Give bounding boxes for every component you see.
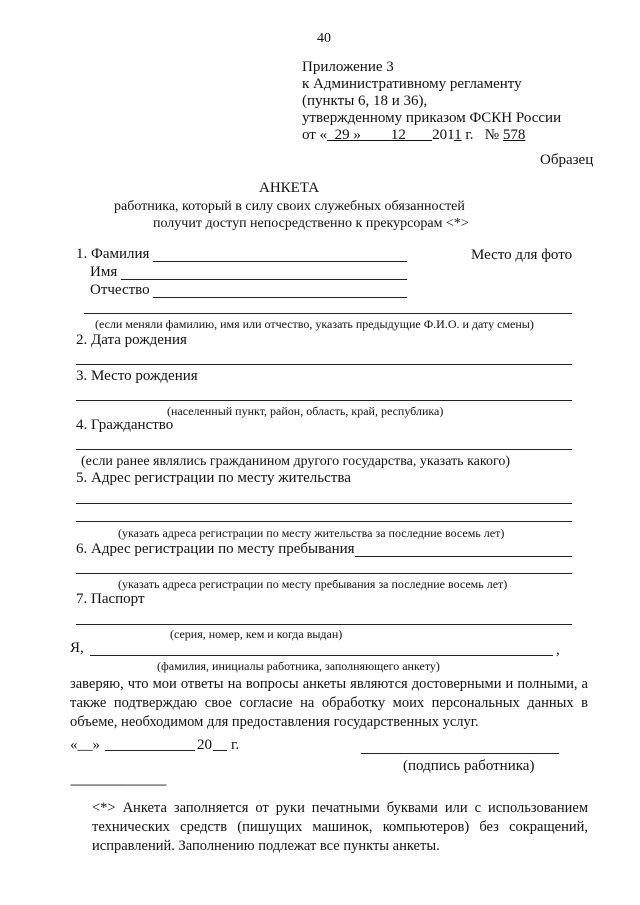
appendix-line-3: (пункты 6, 18 и 36), <box>302 93 428 109</box>
date-close-quote: » <box>92 737 100 753</box>
residence-hint: (указать адреса регистрации по месту жительства за последние восемь лет) <box>118 526 505 540</box>
form-subtitle-2: получит доступ непосредственно к прекурсорам <*> <box>153 216 469 231</box>
passport-line[interactable] <box>76 624 572 625</box>
page-number: 40 <box>317 31 331 46</box>
residence-line-2[interactable] <box>76 521 572 522</box>
patronymic-line[interactable] <box>153 297 407 298</box>
date-year-blank[interactable] <box>213 750 227 751</box>
surname-line[interactable] <box>153 261 407 262</box>
form-title: АНКЕТА <box>259 180 320 196</box>
birth-date-label: 2. Дата рождения <box>76 332 187 348</box>
sample-label: Образец <box>540 152 594 168</box>
footnote-rule: -------------------------------- <box>70 777 166 791</box>
passport-hint: (серия, номер, кем и когда выдан) <box>170 627 343 641</box>
photo-placeholder: Место для фото <box>471 247 573 263</box>
birth-date-line[interactable] <box>76 364 572 365</box>
birth-place-hint: (населенный пункт, район, область, край, республика) <box>167 404 444 418</box>
date-day: 29 <box>334 127 350 143</box>
date-month-line[interactable] <box>105 750 195 751</box>
patronymic-label: Отчество <box>90 282 150 298</box>
appendix-line-1: Приложение 3 <box>302 59 394 75</box>
order-number: 578 <box>502 127 526 143</box>
citizenship-label: 4. Гражданство <box>76 417 174 433</box>
date-quote-close: » <box>353 127 361 143</box>
form-subtitle-1: работника, который в силу своих служебных обязанностей <box>114 199 465 214</box>
declarant-name-line[interactable] <box>90 655 553 656</box>
stay-label: 6. Адрес регистрации по месту пребывания <box>76 541 355 557</box>
appendix-line-4: утвержденному приказом ФСКН России <box>302 110 562 126</box>
footnote-text: <*> Анкета заполняется от руки печатными буквами или с использованием технических средств (пишущих машинок, компьютеров) без сокращений, исправлений. Заполнению подлежат все пункты анкеты. <box>92 800 588 854</box>
date-fill-line <box>70 738 100 753</box>
declaration-text: заверяю, что мои ответы на вопросы анкеты являются достоверными и полными, а также подтверждаю свое согласие на обработку моих персональных данных в объеме, необходимом для предоставления государственных услуг. <box>70 676 588 730</box>
citizenship-hint: (если ранее являлись гражданином другого государства, указать какого) <box>81 454 511 469</box>
stay-hint: (указать адреса регистрации по месту пребывания за последние восемь лет) <box>118 577 508 591</box>
date-year-suffix: г. <box>461 127 474 143</box>
stay-line[interactable] <box>76 573 572 574</box>
declaration-comma: , <box>556 642 560 658</box>
number-label: № <box>484 127 500 143</box>
date-year-prefix-2: 20 <box>197 737 212 753</box>
declarant-name-hint: (фамилия, инициалы работника, заполняющего анкету) <box>157 659 440 673</box>
date-day-blank: __ <box>77 737 93 753</box>
birth-place-line[interactable] <box>76 400 572 401</box>
residence-line-1[interactable] <box>76 503 572 504</box>
appendix-line-2: к Административному регламенту <box>302 76 522 92</box>
date-month: 12 <box>390 127 406 143</box>
name-line[interactable] <box>121 279 407 280</box>
declaration-i-label: Я, <box>70 640 84 656</box>
signature-line[interactable] <box>361 753 559 754</box>
citizenship-line[interactable] <box>76 449 572 450</box>
name-label: Имя <box>90 264 118 280</box>
appendix-date-line <box>302 128 525 143</box>
signature-hint: (подпись работника) <box>403 758 535 774</box>
date-prefix: от « <box>302 127 328 143</box>
name-change-hint: (если меняли фамилию, имя или отчество, указать предыдущие Ф.И.О. и дату смены) <box>95 317 534 331</box>
stay-line-inline[interactable] <box>355 556 572 557</box>
passport-label: 7. Паспорт <box>76 591 145 607</box>
date-year-suffix-2: г. <box>231 737 240 753</box>
date-year-digit: 1 <box>454 127 462 143</box>
birth-place-label: 3. Место рождения <box>76 368 198 384</box>
residence-label: 5. Адрес регистрации по месту жительства <box>76 470 351 486</box>
date-open-quote: « <box>70 737 78 753</box>
surname-label: 1. Фамилия <box>76 246 150 262</box>
date-year-prefix: 201 <box>432 127 455 143</box>
name-change-line[interactable] <box>84 313 572 314</box>
